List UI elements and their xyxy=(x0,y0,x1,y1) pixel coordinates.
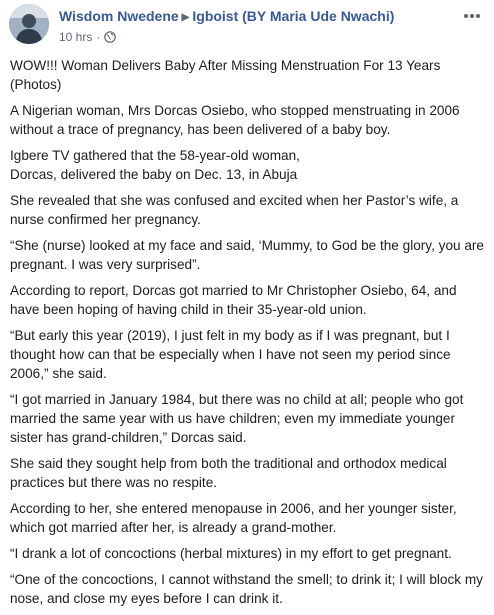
post-timestamp[interactable]: 10 hrs xyxy=(59,30,93,44)
post-paragraph: WOW!!! Woman Delivers Baby After Missing Menstruation For 13 Years (Photos) xyxy=(10,58,441,92)
post-paragraph: “I got married in January 1984, but there was no child at all; people who got married the same year with us have children; even my immediate younger sister has grand-children,” Dorcas said. xyxy=(10,392,464,445)
post-body xyxy=(10,56,488,615)
post-paragraph: “She (nurse) looked at my face and said, ‘Mummy, to God be the glory, you are pregnant. I was very surprised”. xyxy=(10,238,484,272)
group-name-link[interactable]: Igboist (BY Maria Ude Nwachi) xyxy=(192,8,395,24)
avatar-photo xyxy=(9,4,49,44)
meta-separator: · xyxy=(96,30,101,44)
globe-icon xyxy=(104,31,116,43)
post-paragraph: She said they sought help from both the traditional and orthodox medical practices but there was no respite. xyxy=(10,456,447,490)
post-paragraph: Igbere TV gathered that the 58-year-old woman, Dorcas, delivered the baby on Dec. 13, in Abuja xyxy=(10,148,300,182)
post-paragraph: According to her, she entered menopause in 2006, and her younger sister, which got married after her, is already a grand-mother. xyxy=(10,501,457,535)
post-header xyxy=(59,8,394,24)
post-paragraph: According to report, Dorcas got married to Mr Christopher Osiebo, 64, and have been hoping of having child in their 35-year-old union. xyxy=(10,283,457,317)
author-name-link[interactable]: Wisdom Nwedene xyxy=(59,8,179,24)
post-paragraph: “One of the concoctions, I cannot withstand the smell; to drink it; I will block my nose, and close my eyes before I can drink it. xyxy=(10,572,483,606)
post-paragraph: “But early this year (2019), I just felt in my body as if I was pregnant, but I thought how can that be especially when I have not seen my period since 2006,” she said. xyxy=(10,328,451,381)
post-paragraph: A Nigerian woman, Mrs Dorcas Osiebo, who stopped menstruating in 2006 without a trace of pregnancy, has been delivered of a baby boy. xyxy=(10,103,460,137)
post-paragraph: “I drank a lot of concoctions (herbal mixtures) in my effort to get pregnant. xyxy=(10,546,452,561)
more-options-icon[interactable] xyxy=(462,8,482,24)
post-paragraph: She revealed that she was confused and excited when her Pastor’s wife, a nurse confirmed her pregnancy. xyxy=(10,193,459,227)
post-meta xyxy=(59,30,116,44)
right-triangle-icon: ▶ xyxy=(181,12,190,23)
author-avatar[interactable] xyxy=(9,4,49,44)
